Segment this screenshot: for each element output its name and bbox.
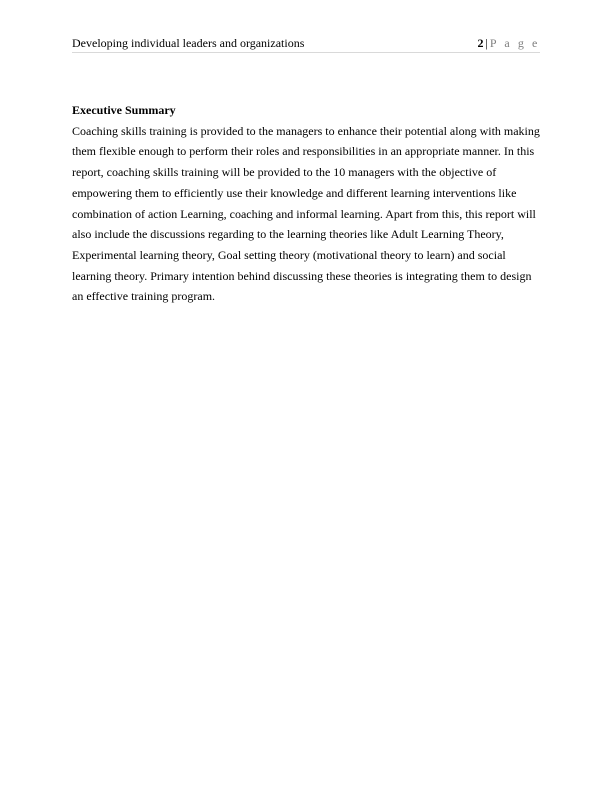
paragraph-line: empowering them to efficiently use their knowledge and different learning interventions like — [72, 185, 517, 200]
page-content — [72, 100, 542, 307]
section-heading: Executive Summary — [72, 103, 176, 117]
paragraph-line: report, coaching skills training will be provided to the 10 managers with the objective of — [72, 165, 497, 180]
paragraph-line: also include the discussions regarding to the learning theories like Adult Learning Theory, — [72, 227, 504, 242]
paragraph-line: Experimental learning theory, Goal setting theory (motivational theory to learn) and social — [72, 247, 506, 262]
paragraph-line: Coaching skills training is provided to the managers to enhance their potential along with making — [72, 123, 540, 138]
executive-summary-paragraph — [72, 121, 542, 307]
paragraph-line: them flexible enough to perform their roles and responsibilities in an appropriate manner. In this — [72, 144, 535, 159]
page-header — [72, 35, 540, 53]
page-number: 2 — [477, 36, 484, 50]
paragraph-line: learning theory. Primary intention behind discussing these theories is integrating them to design — [72, 268, 532, 283]
header-title: Developing individual leaders and organizations — [72, 36, 305, 50]
page-separator: | — [485, 36, 488, 50]
page-word: P a g e — [489, 36, 540, 50]
paragraph-line: combination of action Learning, coaching and informal learning. Apart from this, this report will — [72, 206, 536, 221]
paragraph-line: an effective training program. — [72, 289, 216, 304]
page-indicator — [478, 35, 541, 51]
